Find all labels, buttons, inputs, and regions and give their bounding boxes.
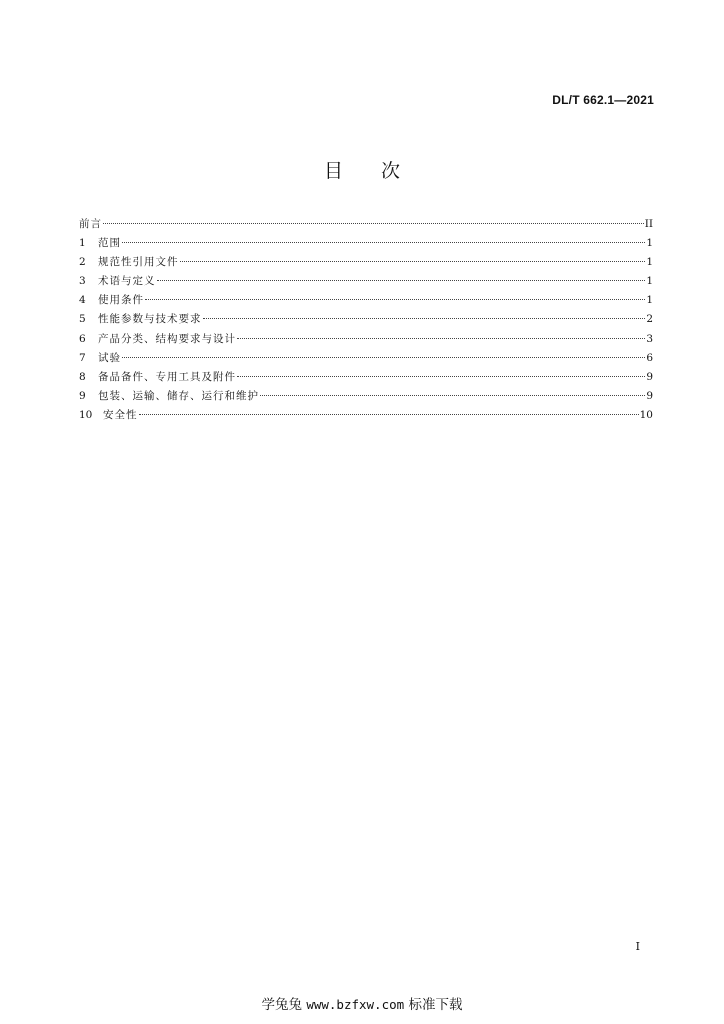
title-char-1: 目 [323, 160, 343, 182]
toc-entry-label: 术语与定义 [98, 275, 156, 288]
toc-entry-label: 规范性引用文件 [98, 256, 179, 269]
dot-leader [145, 298, 645, 300]
toc-entry-number: 9 [79, 389, 86, 402]
toc-entry-foreword[interactable] [79, 215, 653, 234]
toc-entry-4[interactable] [79, 291, 653, 310]
toc-entry-page: 1 [646, 237, 653, 250]
toc-entry-3[interactable] [79, 272, 653, 291]
dot-leader [237, 375, 645, 377]
dot-leader [139, 413, 639, 415]
dot-leader [103, 222, 644, 224]
toc-entry-number: 10 [79, 408, 93, 421]
toc-entry-number: 8 [79, 370, 86, 383]
toc-entry-label: 范围 [98, 237, 121, 250]
toc-entry-page: 10 [639, 408, 653, 421]
toc-entry-label: 使用条件 [98, 294, 144, 307]
toc-entry-page: 1 [646, 256, 653, 269]
toc-entry-5[interactable] [79, 310, 653, 329]
toc-entry-9[interactable] [79, 387, 653, 406]
watermark-site: 学兔兔 [261, 997, 303, 1013]
toc-entry-number: 5 [79, 313, 86, 326]
toc-entry-number: 7 [79, 351, 86, 364]
standard-number: DL/T 662.1—2021 [552, 93, 654, 107]
toc-entry-10[interactable] [79, 406, 653, 425]
toc-entry-number: 6 [79, 332, 86, 345]
table-of-contents [79, 215, 653, 425]
toc-entry-number: 1 [79, 237, 86, 250]
toc-entry-page: 1 [646, 275, 653, 288]
toc-entry-label: 前言 [79, 218, 102, 230]
toc-entry-page: 2 [646, 313, 653, 326]
dot-leader [260, 394, 645, 396]
toc-entry-label: 产品分类、结构要求与设计 [98, 332, 236, 345]
toc-entry-label: 性能参数与技术要求 [98, 313, 202, 326]
watermark [0, 993, 724, 1013]
dot-leader [122, 241, 645, 243]
title-char-2: 次 [381, 160, 401, 182]
dot-leader [157, 279, 646, 281]
toc-entry-2[interactable] [79, 253, 653, 272]
toc-entry-page: 9 [646, 389, 653, 402]
toc-entry-8[interactable] [79, 368, 653, 387]
toc-entry-number: 2 [79, 256, 86, 269]
page-title [0, 156, 724, 183]
toc-entry-label: 备品备件、专用工具及附件 [98, 370, 236, 383]
toc-entry-number: 4 [79, 294, 86, 307]
toc-entry-6[interactable] [79, 330, 653, 349]
watermark-tail: 标准下载 [408, 997, 463, 1013]
dot-leader [122, 356, 645, 358]
toc-entry-page: II [644, 218, 653, 230]
toc-entry-label: 包装、运输、储存、运行和维护 [98, 389, 259, 402]
toc-entry-page: 3 [646, 332, 653, 345]
toc-entry-page: 1 [646, 294, 653, 307]
toc-entry-7[interactable] [79, 349, 653, 368]
toc-entry-page: 9 [646, 370, 653, 383]
toc-entry-label: 试验 [98, 351, 121, 364]
dot-leader [203, 317, 646, 319]
watermark-url[interactable]: www.bzfxw.com [306, 997, 405, 1012]
toc-entry-label: 安全性 [103, 408, 138, 421]
toc-entry-number: 3 [79, 275, 86, 288]
toc-entry-1[interactable] [79, 234, 653, 253]
toc-entry-page: 6 [646, 351, 653, 364]
page-number: I [635, 940, 640, 953]
dot-leader [237, 337, 645, 339]
dot-leader [180, 260, 646, 262]
